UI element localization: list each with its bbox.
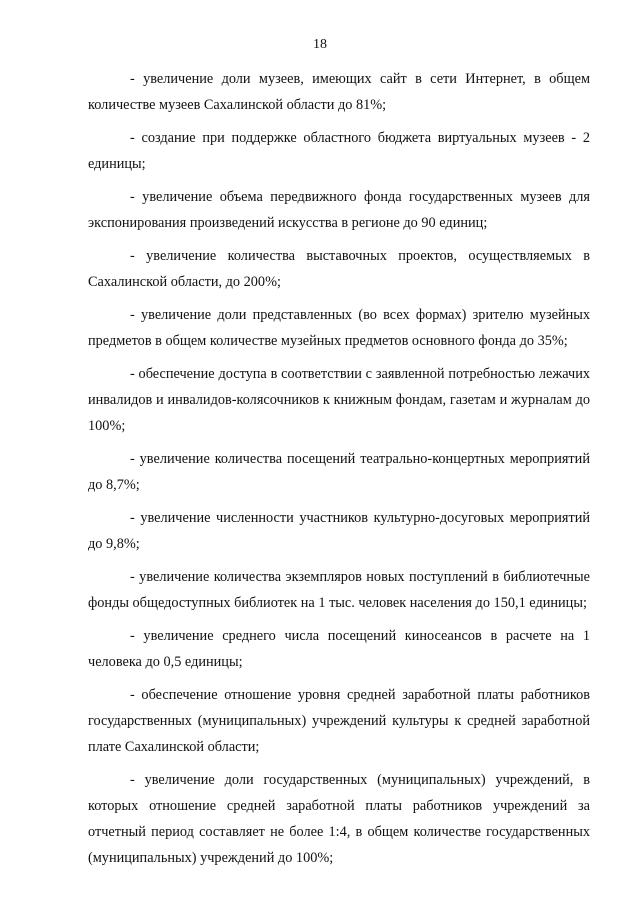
list-item-virtual-museums: - создание при поддержке областного бюджета виртуальных музеев - 2 единицы; bbox=[88, 130, 590, 172]
list-item-exhibition-projects: - увеличение количества выставочных проектов, осуществляемых в Сахалинской области, до 200%; bbox=[88, 248, 590, 290]
list-item-cinema-visits: - увеличение среднего числа посещений киносеансов в расчете на 1 человека до 0,5 единицы; bbox=[88, 628, 590, 670]
list-item-disabled-access: - обеспечение доступа в соответствии с заявленной потребностью лежачих инвалидов и инвалидов-колясочников к книжным фондам, газетам и журналам до 100%; bbox=[88, 366, 590, 434]
list-item-theatre-visits: - увеличение количества посещений театрально-концертных мероприятий до 8,7%; bbox=[88, 451, 590, 493]
list-item-mobile-fund: - увеличение объема передвижного фонда государственных музеев для экспонирования произведений искусства в регионе до 90 единиц; bbox=[88, 189, 590, 231]
list-item-institutions-share: - увеличение доли государственных (муниципальных) учреждений, в которых отношение средней заработной платы работников учреждений за отчетный период составляет не более 1:4, в общем количестве государственных (муниципальных) учреждений до 100%; bbox=[88, 772, 590, 866]
list-item-cultural-events: - увеличение численности участников культурно-досуговых мероприятий до 9,8%; bbox=[88, 510, 590, 552]
document-body bbox=[88, 66, 590, 871]
list-item-library-acquisitions: - увеличение количества экземпляров новых поступлений в библиотечные фонды общедоступных библиотек на 1 тыс. человек населения до 150,1 единицы; bbox=[88, 569, 590, 611]
list-item-museum-items-share: - увеличение доли представленных (во всех формах) зрителю музейных предметов в общем количестве музейных предметов основного фонда до 35%; bbox=[88, 307, 590, 349]
page-number: 18 bbox=[313, 37, 327, 52]
list-item-salary-ratio: - обеспечение отношение уровня средней заработной платы работников государственных (муниципальных) учреждений культуры к средней заработной плате Сахалинской области; bbox=[88, 687, 590, 755]
list-item-museum-websites: - увеличение доли музеев, имеющих сайт в сети Интернет, в общем количестве музеев Сахалинской области до 81%; bbox=[88, 71, 590, 113]
